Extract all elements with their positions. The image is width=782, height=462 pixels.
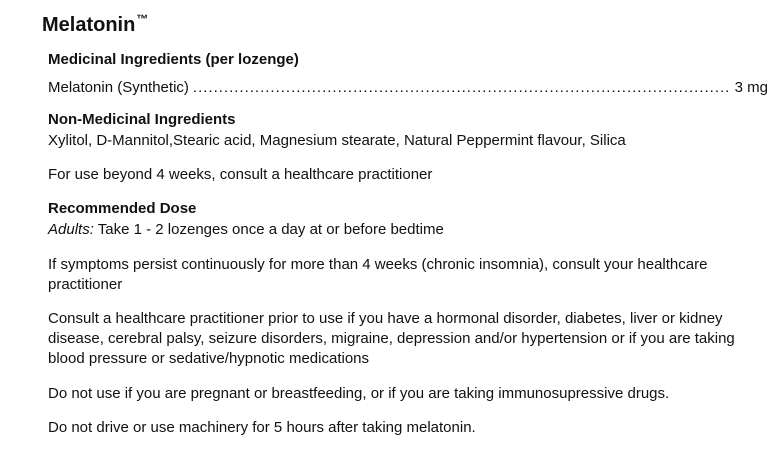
ingredient-row <box>48 78 768 98</box>
warning-paragraph: Do not drive or use machinery for 5 hours after taking melatonin. <box>48 419 476 436</box>
warning-paragraph: Consult a healthcare practitioner prior to use if you have a hormonal disorder, diabetes, liver or kidney disease, cerebral palsy, seizure disorders, migraine, depression and/or hypertension or if you are taking blood pressure or sedative/hypnotic medications <box>48 310 735 367</box>
recommended-dose-text <box>48 220 444 240</box>
dot-leader <box>193 78 731 98</box>
non-medicinal-ingredients-list: Xylitol, D-Mannitol,Stearic acid, Magnesium stearate, Natural Peppermint flavour, Silica <box>48 132 626 149</box>
use-duration-note: For use beyond 4 weeks, consult a healthcare practitioner <box>48 166 433 183</box>
medicinal-ingredients-heading: Medicinal Ingredients (per lozenge) <box>48 51 299 68</box>
ingredient-amount: 3 mg <box>734 79 768 96</box>
warning-paragraph: If symptoms persist continuously for more than 4 weeks (chronic insomnia), consult your healthcare practitioner <box>48 256 708 293</box>
non-medicinal-ingredients-heading: Non-Medicinal Ingredients <box>48 111 236 128</box>
warning-paragraph: Do not use if you are pregnant or breastfeeding, or if you are taking immunosupressive drugs. <box>48 385 670 402</box>
recommended-dose-heading: Recommended Dose <box>48 200 197 217</box>
product-name: Melatonin <box>42 14 136 36</box>
dose-audience: Adults: <box>48 221 94 238</box>
product-title <box>42 12 148 40</box>
ingredient-name: Melatonin (Synthetic) <box>48 79 189 96</box>
trademark-symbol: ™ <box>136 12 149 26</box>
dose-instructions: Take 1 - 2 lozenges once a day at or before bedtime <box>97 221 444 238</box>
